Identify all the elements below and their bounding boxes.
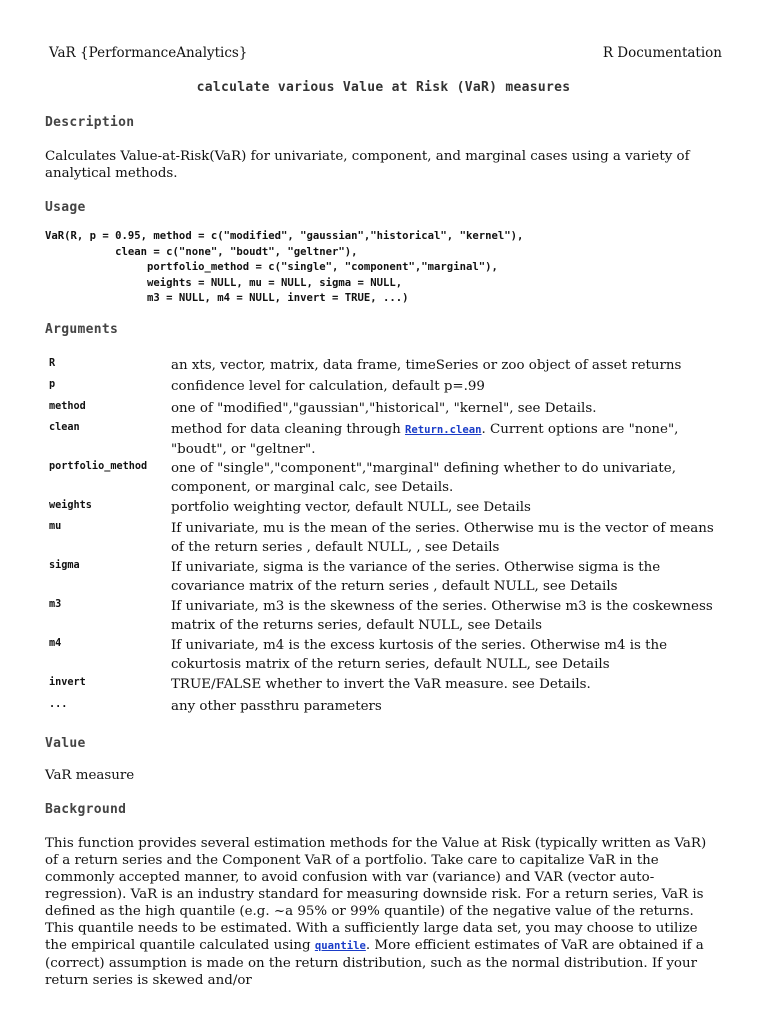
description-heading: Description [45,115,135,130]
background-text [45,835,717,989]
background-text-part: . More efficient estimates of VaR are obtained if a (correct) assumption is made on the return distribution, such as the normal distribution. If your return series is skewed and/or [45,938,704,988]
page-title: calculate various Value at Risk (VaR) measures [196,80,571,95]
argument-name: mu [49,521,62,532]
argument-name: R [49,358,56,369]
argument-description: one of "single","component","marginal" defining whether to do univariate, component, or marginal calc, see Details. [171,461,676,495]
argument-description: TRUE/FALSE whether to invert the VaR measure. see Details. [171,677,591,692]
background-text-part: This function provides several estimation methods for the Value at Risk (typically written as VaR) of a return series and the Component VaR of a portfolio. Take care to capitalize VaR in the commonly accepted manner, to avoid confusion with var (variance) and VAR (vector auto-regression). VaR is an industry standard for measuring downside risk. For a return series, VaR is defined as the high quantile (e.g. ~a 95% or 99% quantile) of the negative value of the returns. This quantile needs to be estimated. With a sufficiently large data set, you may choose to utilize the empirical quantile calculated using [45,836,707,953]
argument-name: weights [49,500,92,511]
argument-name: m4 [49,638,62,649]
return-clean-link[interactable]: Return.clean [404,424,482,436]
background-heading: Background [45,802,127,817]
argument-description: If univariate, m4 is the excess kurtosis of the series. Otherwise m4 is the cokurtosis matrix of the return series, default NULL, see Details [171,638,668,672]
quantile-link[interactable]: quantile [314,940,366,952]
argument-description: confidence level for calculation, default p=.99 [171,379,485,394]
argument-name: method [49,401,86,412]
argument-description: portfolio weighting vector, default NULL, see Details [171,500,531,515]
description-text: Calculates Value-at-Risk(VaR) for univariate, component, and marginal cases using a variety of analytical methods. [45,149,690,181]
argument-name: clean [49,422,80,433]
r-documentation-label: R Documentation [602,45,722,61]
argument-description: any other passthru parameters [171,699,382,714]
argument-name: sigma [49,560,80,571]
argument-description: one of "modified","gaussian","historical", "kernel", see Details. [171,401,597,416]
argument-name: invert [49,677,86,688]
usage-code: VaR(R, p = 0.95, method = c("modified", "gaussian","historical", "kernel"), clean = c("none", "boudt", "geltner"), portfolio_method = c("single", "component","marginal"), weights = NULL, mu = NULL, sigma = NULL, m3 = NULL, m4 = NULL, invert = TRUE, ...) [45,230,524,305]
value-text: VaR measure [45,768,135,783]
argument-description-text: method for data cleaning through [171,422,405,437]
argument-description: If univariate, mu is the mean of the series. Otherwise mu is the vector of means of the return series , default NULL, , see Details [171,521,714,555]
package-label: VaR {PerformanceAnalytics} [49,45,248,61]
argument-name: portfolio_method [49,461,148,472]
argument-name: m3 [49,599,62,610]
argument-description: If univariate, sigma is the variance of the series. Otherwise sigma is the covariance matrix of the return series , default NULL, see Details [171,560,661,594]
argument-name: ... [49,699,68,710]
argument-name: p [49,379,56,390]
argument-description-text: . Current options are "none", "boudt", or "geltner". [171,422,679,457]
usage-heading: Usage [45,200,86,215]
argument-description [171,420,722,459]
argument-description: If univariate, m3 is the skewness of the series. Otherwise m3 is the coskewness matrix of the returns series, default NULL, see Details [171,599,713,633]
arguments-heading: Arguments [45,322,119,337]
argument-description: an xts, vector, matrix, data frame, timeSeries or zoo object of asset returns [171,358,682,373]
doc-header [45,45,722,65]
value-heading: Value [45,736,86,751]
